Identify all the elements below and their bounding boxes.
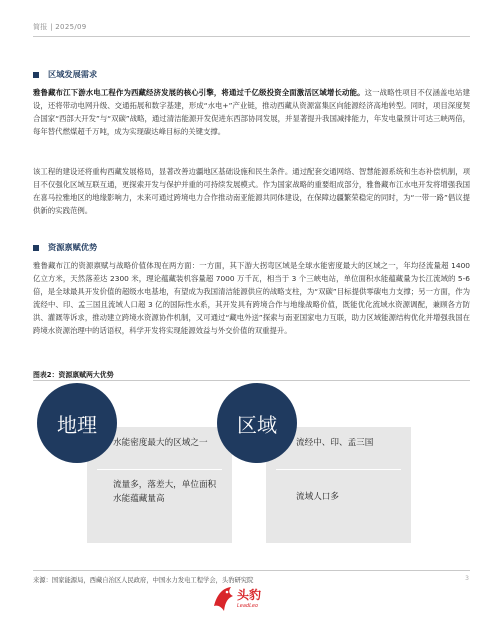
logo-subtext: LeadLeo [237, 603, 259, 609]
figure-rule [33, 380, 470, 381]
header-text: 简报 | 2025/09 [33, 23, 87, 31]
bottom-rule [33, 570, 470, 571]
brand-logo [211, 584, 291, 618]
bullet-square-icon [33, 72, 39, 78]
right-item-1: 流经中、印、孟三国 [296, 438, 374, 448]
section-heading-resource [33, 242, 97, 253]
left-panel-divider [97, 469, 222, 470]
circle-geography: 地理 [37, 383, 117, 463]
page-number: 3 [465, 575, 469, 582]
lead-rest-text: 这一战略性项目不仅涵盖电站建设，还将带动电网升级、交通拓展和数字基建，形成“水电+”产业链，推动西藏从资源富集区向能源经济高地转型。同时，项目深度契合国家“西部大开发”与“双碳”战略，通过清洁能源开发促进东西部协同发展，并显著提升我国减排能力，年发电量预计可达三峡两倍，每年替代燃煤超千万吨，成为实现碳达峰目标的关键支撑。 [33, 88, 470, 137]
section-heading-demand [33, 69, 97, 80]
section-title: 资源禀赋优势 [48, 242, 98, 252]
header-rule [33, 36, 470, 37]
logo-text: 头豹 [237, 588, 262, 602]
paragraph-demand-2: 该工程的建设还将重构西藏发展格局，显著改善边疆地区基础设施和民生条件。通过配套交通网络、智慧能源系统和生态补偿机制，项目不仅强化区域互联互通，更探索开发与保护并重的可持续发展模式。作为国家战略的重要组成部分，雅鲁藏布江水电开发将增强我国在喜马拉雅地区的地缘影响力，未来可通过跨境电力合作推动南亚能源共同体建设，在保障边疆繁荣稳定的同时，为“一带一路”倡议提供新的实践范例。 [33, 167, 470, 216]
left-item-1: 水能密度最大的区域之一 [113, 438, 208, 448]
section-title: 区域发展需求 [48, 69, 98, 79]
circle-region: 区域 [217, 383, 297, 463]
right-panel-divider [276, 469, 401, 470]
leopard-icon [211, 584, 235, 614]
right-item-2: 流域人口多 [296, 492, 339, 502]
figure-title: 图表2：资源禀赋两大优势 [33, 371, 114, 379]
left-item-2: 流量多，落差大，单位面积水能蕴藏量高 [113, 480, 217, 504]
source-note: 来源：国家能源局，西藏自治区人民政府，中国水力发电工程学会，头豹研究院 [33, 577, 254, 584]
bullet-square-icon [33, 245, 39, 251]
paragraph-resource: 雅鲁藏布江的资源禀赋与战略价值体现在两方面：一方面，其下游大拐弯区域是全球水能密度最大的区域之一，年均径流量超 1400 亿立方米，天然落差达 2300 米，理论蕴藏装机容量超 7000 万千瓦，相当于 3 个三峡电站，单位面积水能蕴藏量为长江流域的 5-6 倍，是全球最具开发价值的超级水电基地，有望成为我国清洁能源供应的战略支柱，为“双碳”目标提供零碳电力支撑；另一方面，作为流经中、印、孟三国且流域人口超 3 亿的国际性水系，其开发具有跨境合作与地缘战略价值，既能优化流域水资源调配，兼顾各方防洪、灌溉等诉求，推动建立跨境水资源协作机制，又可通过“藏电外送”探索与南亚国家电力互联，助力区域能源结构优化并增强我国在跨境水资源治理中的话语权，科学开发将实现能源效益与外交价值的双重提升。 [33, 261, 470, 336]
paragraph-demand [33, 86, 470, 138]
lead-bold-text: 雅鲁藏布江下游水电工程作为西藏经济发展的核心引擎，将通过千亿级投资全面激活区域增长动能。 [33, 88, 365, 97]
